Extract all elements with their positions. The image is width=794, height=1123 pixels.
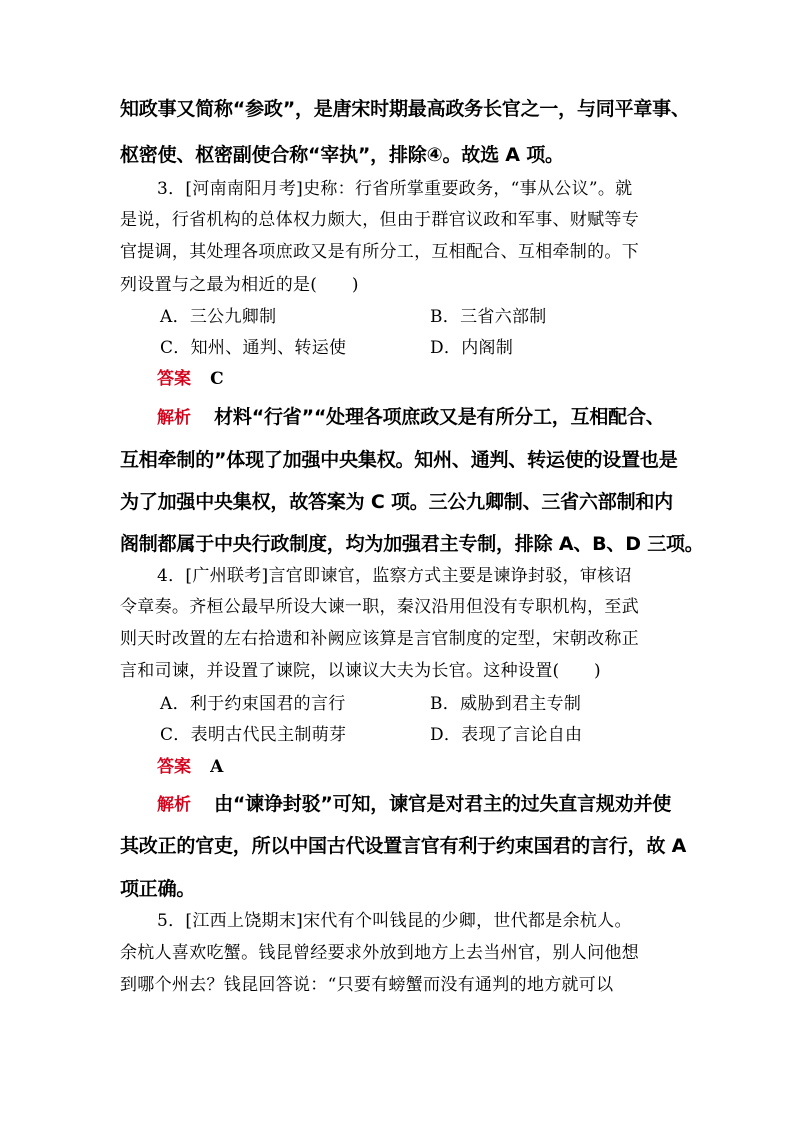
- analysis-text-line: 由“谏诤封驳”可知，谏官是对君主的过失直言规劝并使: [214, 793, 672, 815]
- option-b: B．三省六部制: [430, 307, 547, 327]
- option-d: D．表现了言论自由: [430, 725, 583, 745]
- question-3-stem: 3．[河南南阳月考]史称：行省所掌重要政务，“事从公议”。就: [157, 179, 633, 199]
- question-4-stem: 令章奏。齐桓公最早所设大谏一职，秦汉沿用但没有专职机构，至武: [120, 597, 639, 617]
- question-3-answer: [157, 371, 224, 388]
- option-c: C．知州、通判、转运使: [160, 338, 347, 358]
- question-4-answer: [157, 759, 224, 776]
- answer-value: C: [210, 369, 224, 389]
- answer-label: 答案: [157, 369, 191, 389]
- analysis-text-line: 互相牵制的”体现了加强中央集权。知州、通判、转运使的设置也是: [120, 449, 678, 471]
- question-4-stem: 4．[广州联考]言官即谏官，监察方式主要是谏诤封驳，审核诏: [157, 566, 632, 586]
- question-3-analysis-first: [157, 408, 665, 427]
- analysis-text-line: 项正确。: [120, 878, 196, 900]
- option-a: A．三公九卿制: [160, 307, 277, 327]
- question-3-stem: 官提调，其处理各项庶政又是有所分工，互相配合、互相牵制的。下: [120, 242, 639, 262]
- answer-label: 答案: [157, 757, 191, 777]
- analysis-label: 解析: [157, 408, 191, 428]
- question-4-stem: 则天时改置的左右拾遗和补阙应该算是言官制度的定型，宋朝改称正: [120, 629, 639, 649]
- analysis-text-line: 其改正的官吏，所以中国古代设置言官有利于约束国君的言行，故 A: [120, 835, 687, 857]
- analysis-label: 解析: [157, 795, 191, 815]
- analysis-text-line: 知政事又简称“参政”，是唐宋时期最高政务长官之一，与同平章事、: [120, 98, 690, 120]
- question-4-stem: 言和司谏，并设置了谏院，以谏议大夫为长官。这种设置( ): [120, 661, 601, 681]
- answer-value: A: [210, 757, 224, 777]
- question-5-stem: 余杭人喜欢吃蟹。钱昆曾经要求外放到地方上去当州官，别人问他想: [120, 943, 639, 963]
- analysis-text-line: 为了加强中央集权，故答案为 C 项。三公九卿制、三省六部制和内: [120, 491, 673, 513]
- analysis-text-line: 阁制都属于中央行政制度，均为加强君主专制，排除 A、B、D 三项。: [120, 533, 704, 555]
- question-5-stem: 到哪个州去？钱昆回答说：“只要有螃蟹而没有通判的地方就可以: [120, 975, 614, 995]
- option-b: B．威胁到君主专制: [430, 694, 582, 714]
- question-3-stem: 是说，行省机构的总体权力颇大，但由于群官议政和军事、财赋等专: [120, 210, 639, 230]
- question-3-stem: 列设置与之最为相近的是( ): [120, 275, 359, 295]
- question-4-analysis-first: [157, 795, 671, 814]
- question-5-stem: 5．[江西上饶期末]宋代有个叫钱昆的少卿，世代都是余杭人。: [157, 911, 632, 931]
- analysis-text-line: 枢密使、枢密副使合称“宰执”，排除④。故选 A 项。: [120, 144, 564, 166]
- option-a: A．利于约束国君的言行: [160, 694, 346, 714]
- analysis-text-line: 材料“行省”“处理各项庶政又是有所分工，互相配合、: [214, 406, 665, 428]
- option-d: D．内阁制: [430, 338, 514, 358]
- option-c: C．表明古代民主制萌芽: [160, 725, 347, 745]
